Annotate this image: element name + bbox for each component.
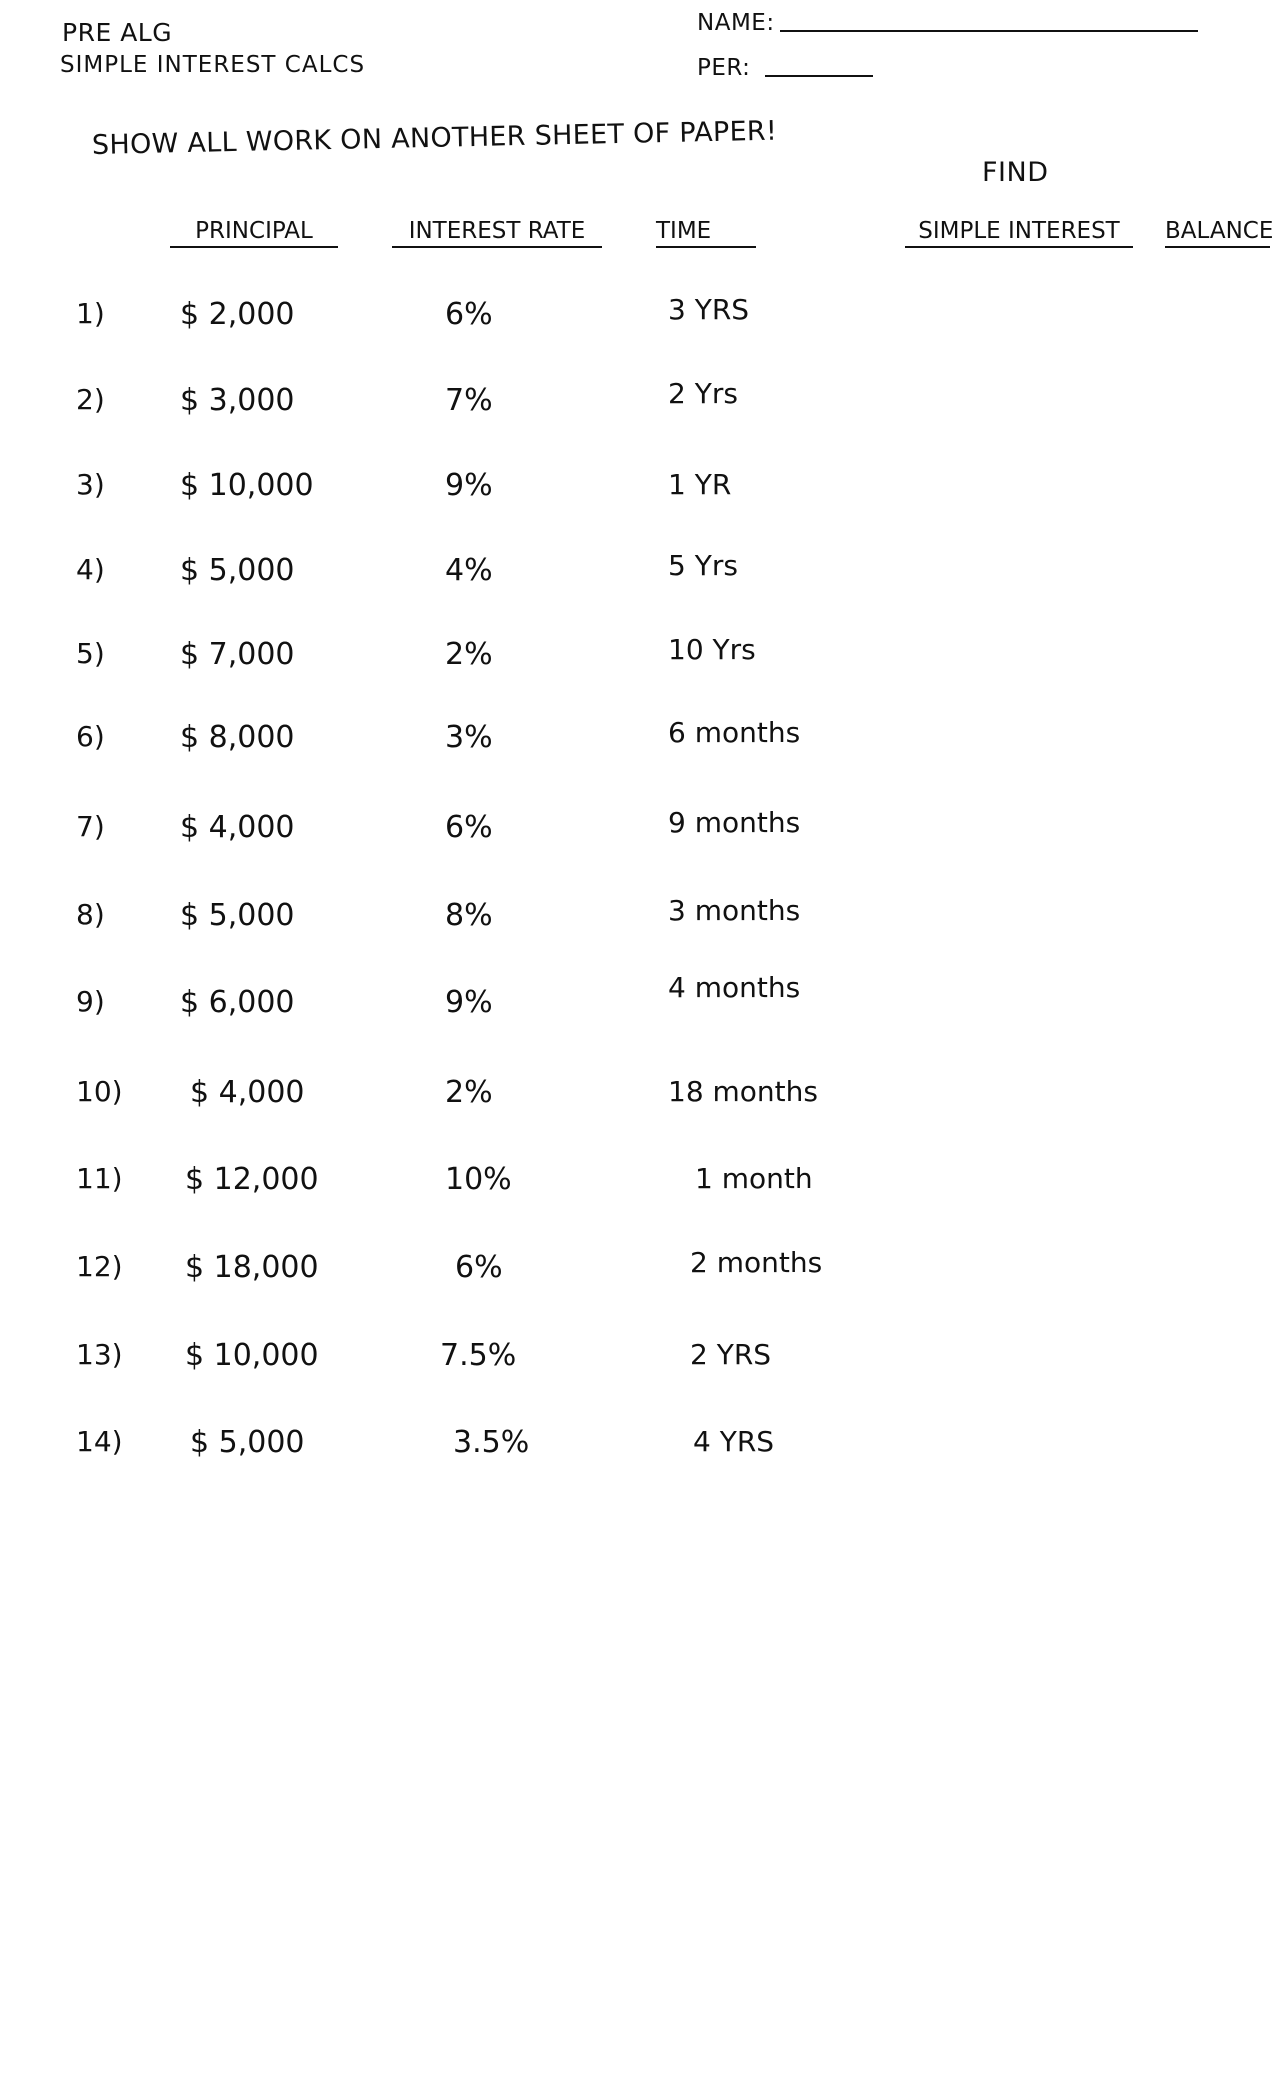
interest-rate-value: 2% xyxy=(445,637,493,672)
find-label: FIND xyxy=(982,157,1049,188)
interest-rate-value: 10% xyxy=(445,1162,512,1197)
principal-value: $ 6,000 xyxy=(180,985,295,1020)
principal-value: $ 2,000 xyxy=(180,297,295,332)
interest-rate-value: 9% xyxy=(445,468,493,503)
interest-rate-value: 3% xyxy=(445,720,493,755)
course-title: PRE ALG xyxy=(62,18,173,47)
time-value: 2 Yrs xyxy=(668,377,738,410)
name-field-line[interactable] xyxy=(780,30,1198,32)
interest-rate-value: 8% xyxy=(445,898,493,933)
time-value: 3 months xyxy=(668,894,801,927)
problem-number: 14) xyxy=(76,1425,123,1458)
problem-row xyxy=(0,971,1275,1045)
problem-row xyxy=(0,549,1275,613)
interest-rate-value: 3.5% xyxy=(453,1425,530,1460)
time-value: 3 YRS xyxy=(668,293,750,326)
interest-rate-value: 7.5% xyxy=(440,1338,517,1373)
instructions: SHOW ALL WORK ON ANOTHER SHEET OF PAPER! xyxy=(91,115,778,161)
interest-rate-value: 7% xyxy=(445,383,493,418)
principal-value: $ 3,000 xyxy=(180,383,295,418)
time-value: 6 months xyxy=(668,716,801,749)
interest-rate-value: 6% xyxy=(455,1250,503,1285)
period-field-line[interactable] xyxy=(765,75,873,77)
interest-rate-value: 6% xyxy=(445,297,493,332)
problem-row xyxy=(0,1425,1275,1485)
problem-row xyxy=(0,806,1275,870)
problem-number: 6) xyxy=(76,720,105,753)
problem-row xyxy=(0,377,1275,443)
column-header-interest-rate: INTEREST RATE xyxy=(392,218,602,248)
problem-row xyxy=(0,468,1275,528)
problem-row xyxy=(0,1075,1275,1135)
problem-row xyxy=(0,293,1275,357)
problem-row xyxy=(0,1246,1275,1310)
period-label: PER: xyxy=(697,55,751,81)
problem-number: 3) xyxy=(76,468,105,501)
principal-value: $ 10,000 xyxy=(185,1338,319,1373)
problem-row xyxy=(0,1162,1275,1222)
problem-number: 4) xyxy=(76,553,105,586)
problem-number: 8) xyxy=(76,898,105,931)
interest-rate-value: 2% xyxy=(445,1075,493,1110)
interest-rate-value: 4% xyxy=(445,553,493,588)
column-header-principal: PRINCIPAL xyxy=(170,218,338,248)
time-value: 2 months xyxy=(690,1246,823,1279)
interest-rate-value: 9% xyxy=(445,985,493,1020)
problem-number: 5) xyxy=(76,637,105,670)
problem-number: 7) xyxy=(76,810,105,843)
time-value: 5 Yrs xyxy=(668,549,738,582)
principal-value: $ 5,000 xyxy=(190,1425,305,1460)
time-value: 2 YRS xyxy=(690,1338,772,1371)
problem-row xyxy=(0,716,1275,780)
worksheet-subtitle: SIMPLE INTEREST CALCS xyxy=(60,52,366,78)
time-value: 4 YRS xyxy=(693,1425,775,1458)
problem-number: 1) xyxy=(76,297,105,330)
principal-value: $ 5,000 xyxy=(180,553,295,588)
principal-value: $ 18,000 xyxy=(185,1250,319,1285)
problem-row xyxy=(0,1338,1275,1398)
time-value: 18 months xyxy=(668,1075,818,1108)
column-header-simple-interest: SIMPLE INTEREST xyxy=(905,218,1133,248)
problem-number: 11) xyxy=(76,1162,123,1195)
problem-number: 2) xyxy=(76,383,105,416)
column-header-balance: BALANCE xyxy=(1165,218,1270,248)
principal-value: $ 4,000 xyxy=(180,810,295,845)
problem-row xyxy=(0,894,1275,958)
principal-value: $ 12,000 xyxy=(185,1162,319,1197)
principal-value: $ 10,000 xyxy=(180,468,314,503)
principal-value: $ 7,000 xyxy=(180,637,295,672)
problem-number: 9) xyxy=(76,985,105,1018)
name-label: NAME: xyxy=(697,10,775,36)
time-value: 9 months xyxy=(668,806,801,839)
column-header-time: TIME xyxy=(656,218,756,248)
problem-number: 12) xyxy=(76,1250,123,1283)
time-value: 1 month xyxy=(695,1162,813,1195)
principal-value: $ 5,000 xyxy=(180,898,295,933)
interest-rate-value: 6% xyxy=(445,810,493,845)
problem-number: 10) xyxy=(76,1075,123,1108)
principal-value: $ 8,000 xyxy=(180,720,295,755)
time-value: 4 months xyxy=(668,971,801,1004)
problem-row xyxy=(0,633,1275,697)
time-value: 10 Yrs xyxy=(668,633,756,666)
principal-value: $ 4,000 xyxy=(190,1075,305,1110)
problem-number: 13) xyxy=(76,1338,123,1371)
time-value: 1 YR xyxy=(668,468,732,501)
